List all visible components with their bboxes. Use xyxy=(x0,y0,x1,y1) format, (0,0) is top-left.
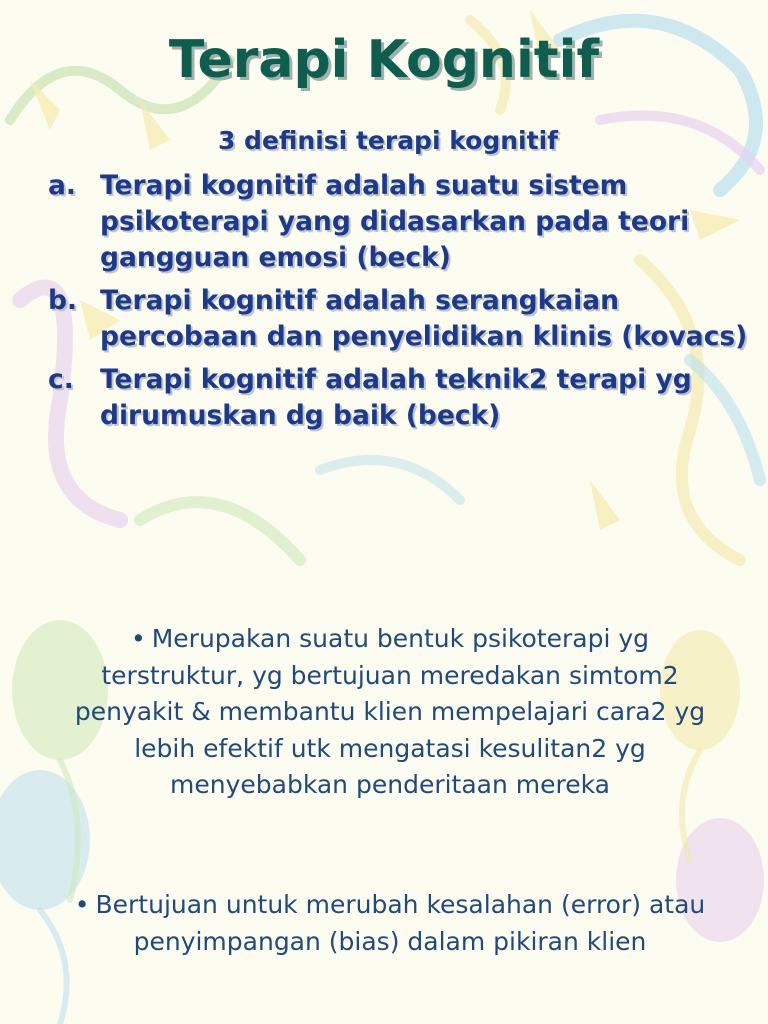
definition-item-c xyxy=(48,362,748,434)
list-marker: a. xyxy=(48,170,76,201)
definition-text: Terapi kognitif adalah suatu sistem psikoterapi yang didasarkan pada teori gangguan emosi (beck) xyxy=(100,170,690,273)
definition-list xyxy=(48,168,748,434)
bullet-text: Merupakan suatu bentuk psikoterapi yg terstruktur, yg bertujuan meredakan simtom2 penyakit & membantu klien mempelajari cara2 yg lebih efektif utk mengatasi kesulitan2 yg menyebabkan penderitaan mereka xyxy=(74,624,706,799)
bullet-item xyxy=(60,621,720,804)
bullet-marker: • xyxy=(74,890,90,919)
bullet-item xyxy=(60,887,720,960)
definition-text: Terapi kognitif adalah teknik2 terapi yg dirumuskan dg baik (beck) xyxy=(100,364,692,431)
list-marker: c. xyxy=(48,364,74,395)
slide-title: Terapi Kognitif xyxy=(168,30,600,90)
list-marker: b. xyxy=(48,285,78,316)
slide-bullets xyxy=(0,575,768,1024)
bullet-text: Bertujuan untuk merubah kesalahan (error) atau penyimpangan (bias) dalam pikiran klien xyxy=(95,890,706,956)
definition-item-a xyxy=(48,168,748,276)
bullet-marker: • xyxy=(130,624,146,653)
definition-text: Terapi kognitif adalah serangkaian percobaan dan penyelidikan klinis (kovacs) xyxy=(100,285,748,352)
definition-item-b xyxy=(48,283,748,355)
slide-subtitle: 3 definisi terapi kognitif xyxy=(217,126,559,155)
